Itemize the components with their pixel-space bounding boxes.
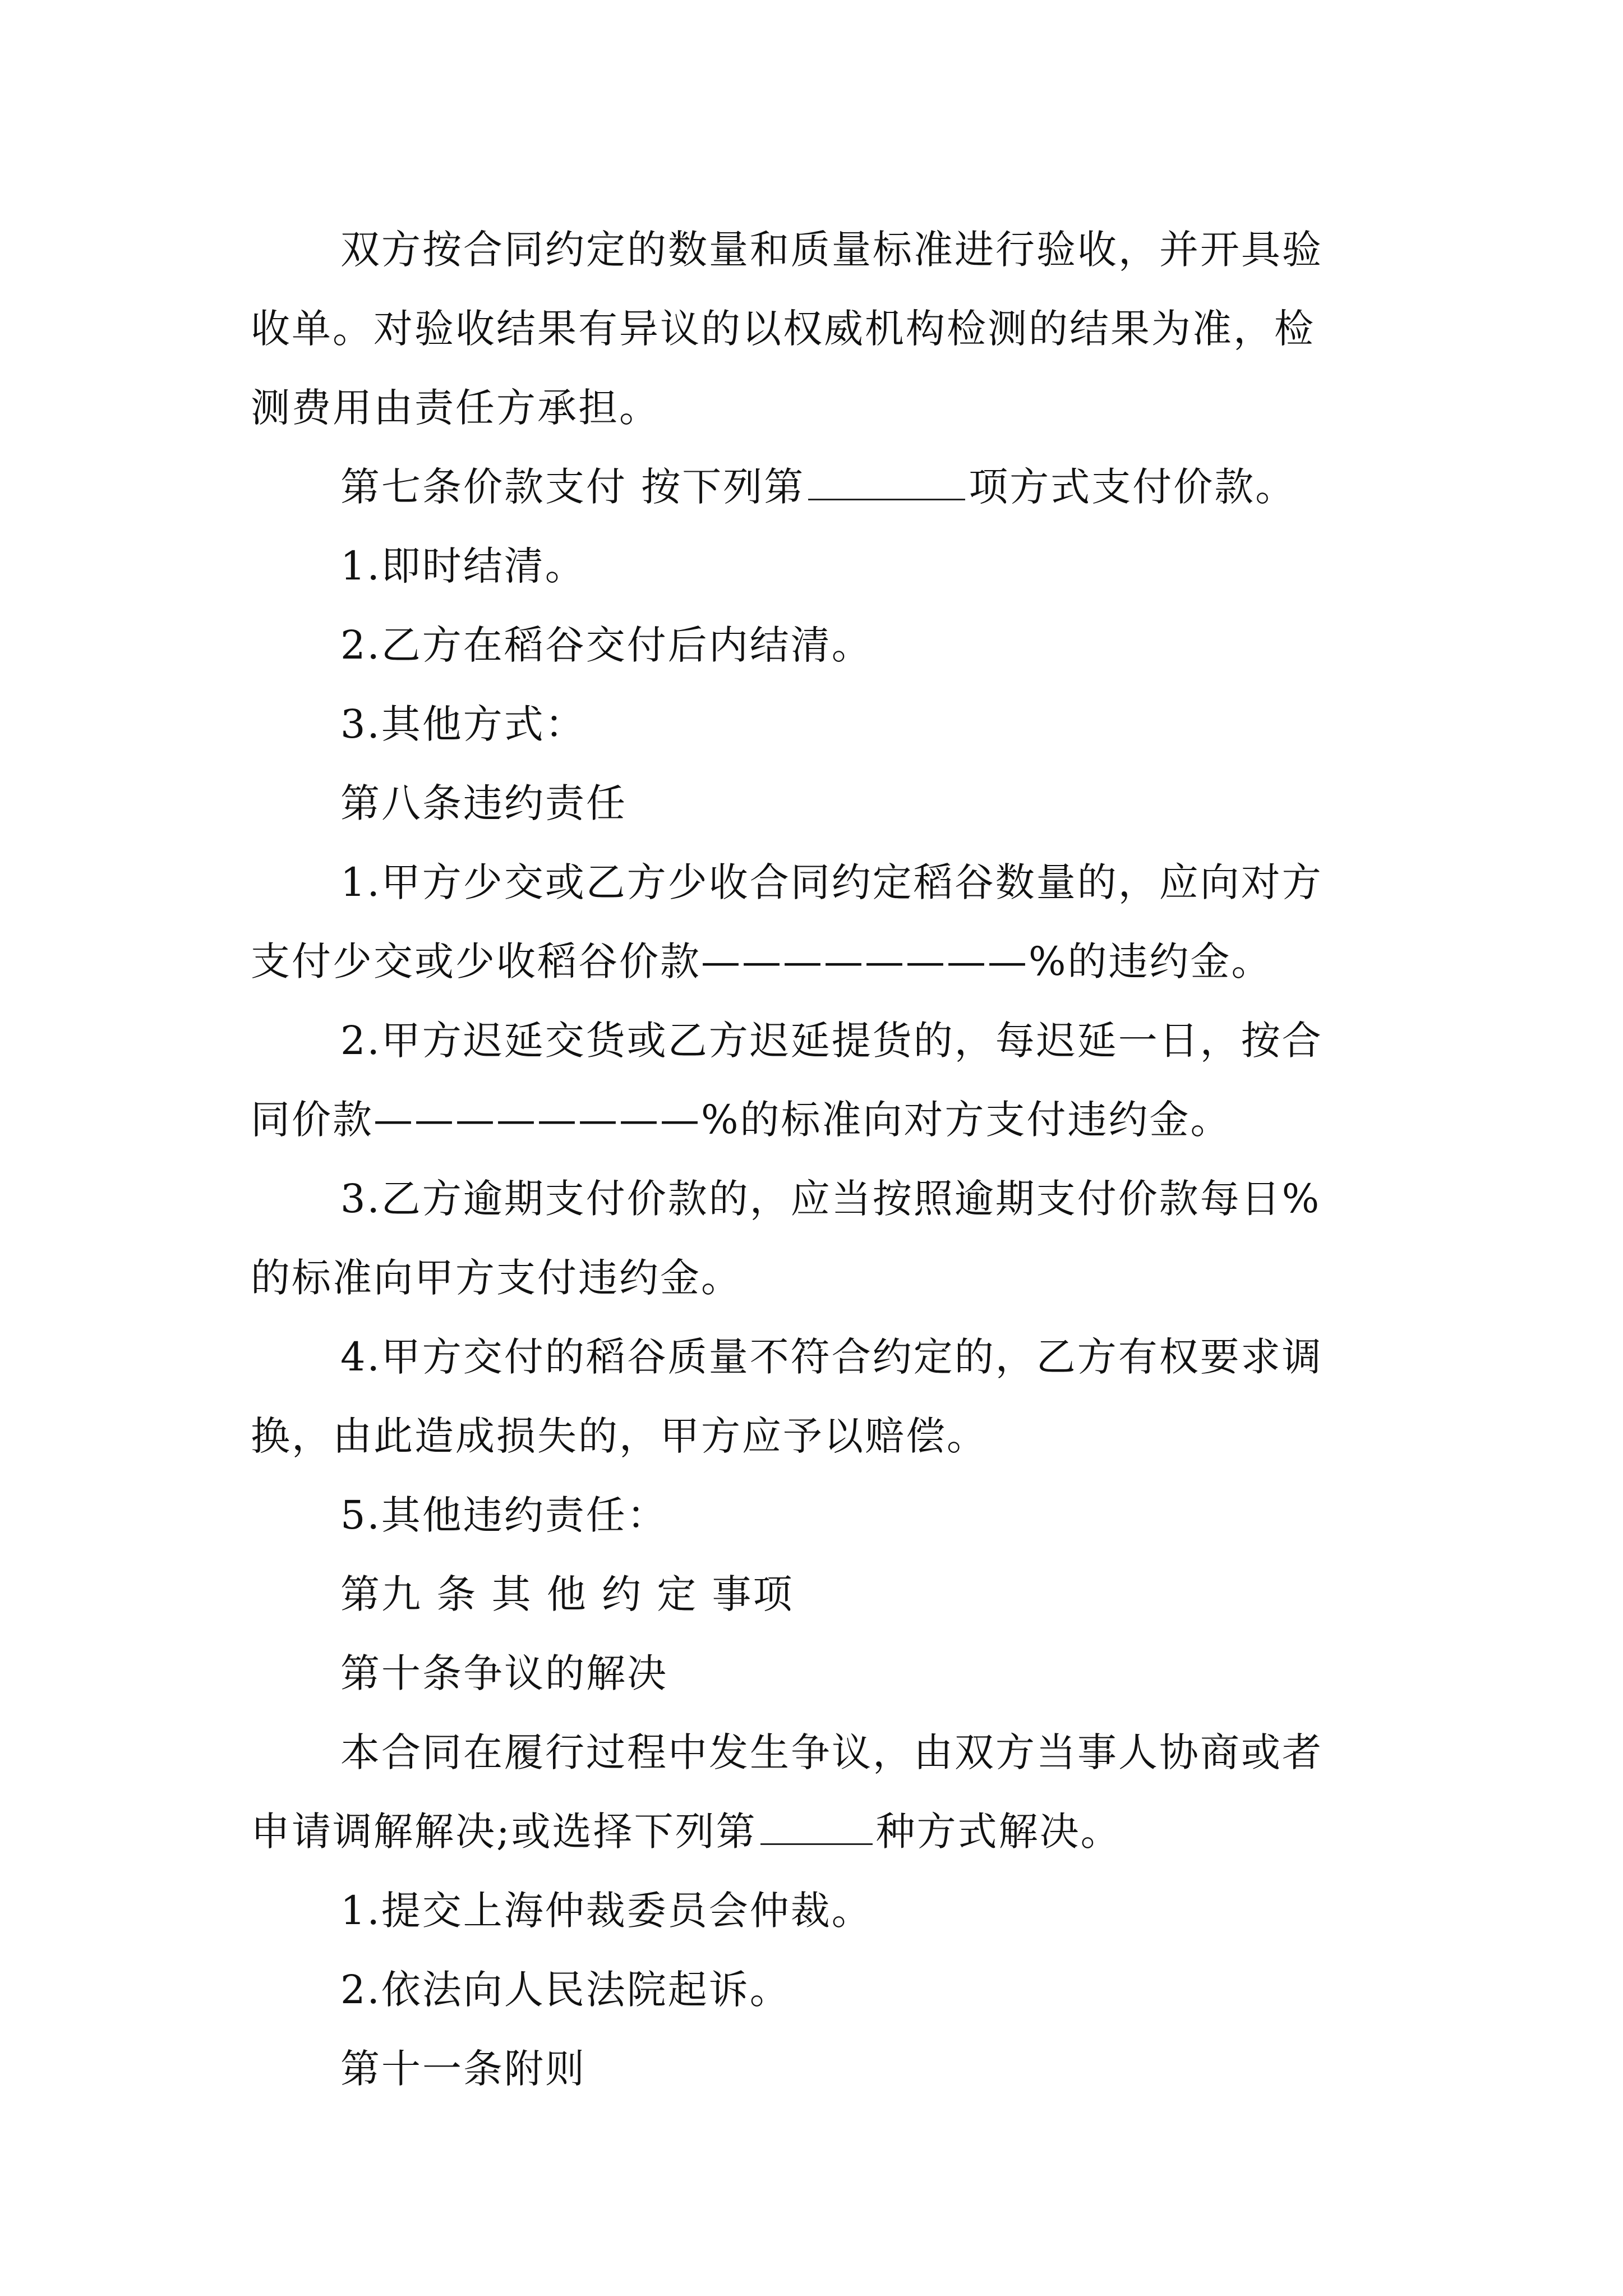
article-9-heading: [251, 1555, 1382, 1634]
document-body: [251, 210, 1382, 2109]
list-item: 5.其他违约责任：: [340, 1492, 668, 1538]
paragraph-line: 同价款————————%的标准向对方支付违约金。: [251, 1097, 1232, 1143]
article-8-item-4: [251, 1318, 1382, 1476]
paragraph-line: 2.甲方迟延交货或乙方迟延提货的，每迟延一日，按合: [340, 1018, 1323, 1064]
article-11-heading: [251, 2030, 1382, 2109]
dispute-line-tail: 种方式解决。: [875, 1809, 1122, 1855]
article-10-item-1: [251, 1871, 1382, 1950]
article-8-item-5: [251, 1476, 1382, 1555]
article-7-item-1: [251, 527, 1382, 606]
article-7-tail-text: 项方式支付价款。: [969, 464, 1297, 510]
paragraph-line: 4.甲方交付的稻谷质量不符合约定的，乙方有权要求调: [340, 1334, 1323, 1380]
article-8-item-2: [251, 1001, 1382, 1159]
list-item: 2.依法向人民法院起诉。: [340, 1967, 791, 2013]
article-10-heading: [251, 1634, 1382, 1713]
article-10-item-2: [251, 1950, 1382, 2030]
list-item: 1.即时结清。: [340, 543, 586, 589]
article-7-item-3: [251, 685, 1382, 764]
paragraph-line: 的标准向甲方支付违约金。: [251, 1255, 742, 1301]
dispute-line-head: 申请调解解决;或选择下列第: [251, 1809, 757, 1855]
paragraph-line: 1.甲方少交或乙方少收合同约定稻谷数量的，应向对方: [340, 859, 1323, 905]
article-7-item-2: [251, 606, 1382, 685]
list-item: 3.其他方式：: [340, 701, 586, 747]
section-heading: 第九 条 其 他 约 定 事项: [340, 1571, 794, 1617]
article-8-heading: [251, 764, 1382, 843]
article-8-item-3: [251, 1159, 1382, 1318]
paragraph-line: 收单。对验收结果有异议的以权威机构检测的结果为准，检: [251, 306, 1315, 352]
dispute-paragraph: [251, 1713, 1382, 1871]
acceptance-paragraph: [251, 210, 1382, 448]
list-item: 2.乙方在稻谷交付后内结清。: [340, 622, 873, 668]
section-heading: 第八条违约责任: [340, 780, 627, 826]
payment-option-blank: [808, 459, 965, 500]
section-heading: 第十条争议的解决: [340, 1650, 668, 1696]
paragraph-line: 本合同在履行过程中发生争议，由双方当事人协商或者: [340, 1729, 1323, 1775]
paragraph-line: 支付少交或少收稻谷价款————————%的违约金。: [251, 938, 1272, 984]
paragraph-line: 双方按合同约定的数量和质量标准进行验收，并开具验: [340, 227, 1323, 273]
section-heading: 第十一条附则: [340, 2046, 586, 2092]
article-8-item-1: [251, 843, 1382, 1001]
paragraph-line: 测费用由责任方承担。: [251, 385, 660, 431]
list-item: 1.提交上海仲裁委员会仲裁。: [340, 1888, 873, 1934]
paragraph-line: 换，由此造成损失的，甲方应予以赔偿。: [251, 1413, 988, 1459]
dispute-option-blank: [760, 1804, 873, 1845]
paragraph-line: 3.乙方逾期支付价款的，应当按照逾期支付价款每日%: [340, 1176, 1321, 1222]
article-7-head-text: 第七条价款支付 按下列第: [340, 464, 805, 510]
article-7-heading: [251, 448, 1382, 527]
